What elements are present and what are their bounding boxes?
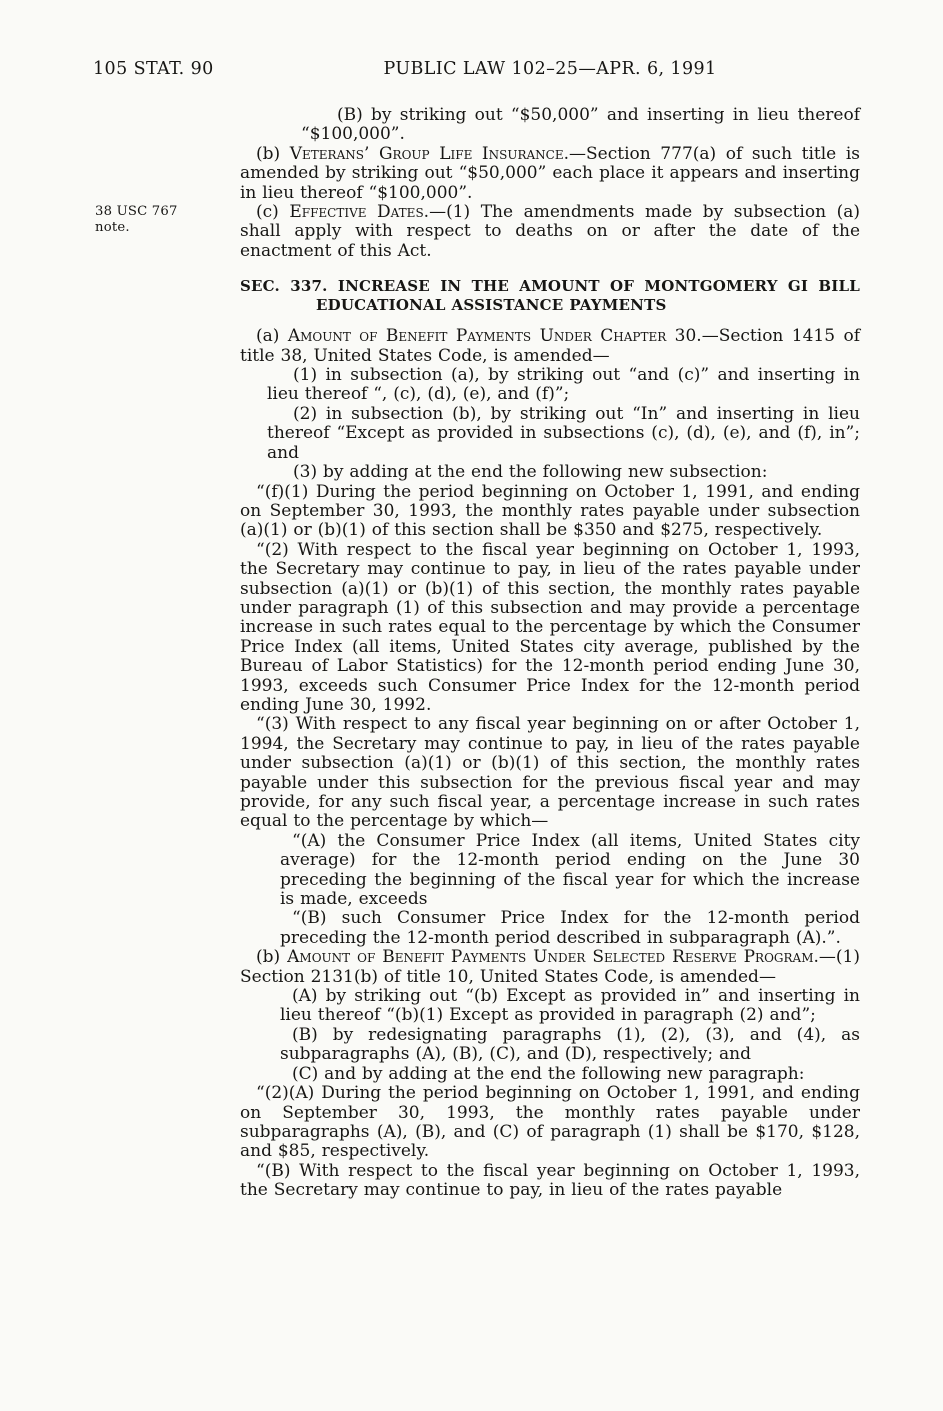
statute-paragraph: (C) and by adding at the end the following new paragraph: (292, 1063, 805, 1084)
statute-paragraph: (b) Veterans’ Group Life Insurance.—Section 777(a) of such title is amended by striking out “$50,000” each place it appears and inserting in lieu thereof “$100,000”. (240, 143, 860, 203)
statute-paragraph: “(2)(A) During the period beginning on October 1, 1991, and ending on September 30, 1993, the monthly rates payable under subparagraphs (A), (B), and (C) of paragraph (1) shall be $170, $128, and $85, respectively. (240, 1083, 860, 1162)
statute-paragraph: “(A) the Consumer Price Index (all items, United States city average) for the 12-month period ending on the June 30 preceding the beginning of the fiscal year for which the increase is made, exceeds (280, 830, 860, 910)
uscode-margin-note (95, 204, 230, 235)
small-caps-label: Veterans’ Group Life Insurance (289, 143, 564, 164)
small-caps-label: Effective Dates (289, 202, 424, 223)
statute-paragraph: (1) in subsection (a), by striking out “and (c)” and inserting in lieu thereof “, (c), (d), (e), and (f)”; (267, 365, 860, 405)
statute-paragraph: “(B) such Consumer Price Index for the 12-month period preceding the 12-month period described in subparagraph (A).”. (280, 908, 860, 948)
statute-paragraph: “(f)(1) During the period beginning on October 1, 1991, and ending on September 30, 1993, the monthly rates payable under subsection (a)(1) or (b)(1) of this section shall be $350 and $275, respectively. (240, 481, 860, 541)
law-header-title: PUBLIC LAW 102–25—APR. 6, 1991 (383, 59, 717, 79)
statute-paragraph: (2) in subsection (b), by striking out “In” and inserting in lieu thereof “Except as provided in subsections (c), (d), (e), and (f), in”; and (267, 403, 860, 463)
statute-paragraph: “(2) With respect to the fiscal year beginning on October 1, 1993, the Secretary may continue to pay, in lieu of the rates payable under subsection (a)(1) or (b)(1) of this section, the monthly rates payable under paragraph (1) of this subsection and may provide a percentage increase in such rates equal to the percentage by which the Consumer Price Index (all items, United States city average, published by the Bureau of Labor Statistics) for the 12-month period ending June 30, 1993, exceeds such Consumer Price Index for the 12-month period ending June 30, 1992. (240, 539, 860, 715)
statute-paragraph: (b) Amount of Benefit Payments Under Selected Reserve Program.—(1) Section 2131(b) of title 10, United States Code, is amended— (240, 947, 860, 987)
stat-page-number: 105 STAT. 90 (93, 59, 214, 79)
statute-paragraph: (a) Amount of Benefit Payments Under Chapter 30.—Section 1415 of title 38, United States Code, is amended— (240, 326, 861, 366)
small-caps-label: Amount of Benefit Payments Under Chapter 30 (287, 326, 697, 347)
statute-paragraph: (c) Effective Dates.—(1) The amendments made by subsection (a) shall apply with respect to deaths on or after the date of the enactment of this Act. (240, 202, 860, 261)
small-caps-label: Amount of Benefit Payments Under Selected Reserve Program (287, 947, 814, 968)
statute-paragraph: “(3) With respect to any fiscal year beginning on or after October 1, 1994, the Secretary may continue to pay, in lieu of the rates payable under subsection (a)(1) or (b)(1) of this section, the monthly rates payable under this subsection for the previous fiscal year and may provide, for any such fiscal year, a percentage increase in such rates equal to the percentage by which— (240, 714, 860, 832)
statute-paragraph: (3) by adding at the end the following new subsection: (293, 462, 768, 483)
statute-paragraph: (B) by striking out “$50,000” and inserting in lieu thereof “$100,000”. (301, 105, 860, 145)
statute-paragraph: (B) by redesignating paragraphs (1), (2), (3), and (4), as subparagraphs (A), (B), (C), and (D), respectively; and (280, 1024, 860, 1065)
statute-paragraph: “(B) With respect to the fiscal year beginning on October 1, 1993, the Secretary may continue to pay, in lieu of the rates payable (240, 1160, 860, 1201)
statute-paragraph: (A) by striking out “(b) Except as provided in” and inserting in lieu thereof “(b)(1) Except as provided in paragraph (2) and”; (280, 986, 860, 1026)
margin-note-line1: 38 USC 767 (95, 204, 178, 219)
margin-note-line2: note. (95, 219, 130, 235)
statute-body (240, 106, 860, 1201)
section-heading: SEC. 337. INCREASE IN THE AMOUNT OF MONTGOMERY GI BILL EDUCATIONAL ASSISTANCE PAYMENTS (240, 277, 860, 315)
